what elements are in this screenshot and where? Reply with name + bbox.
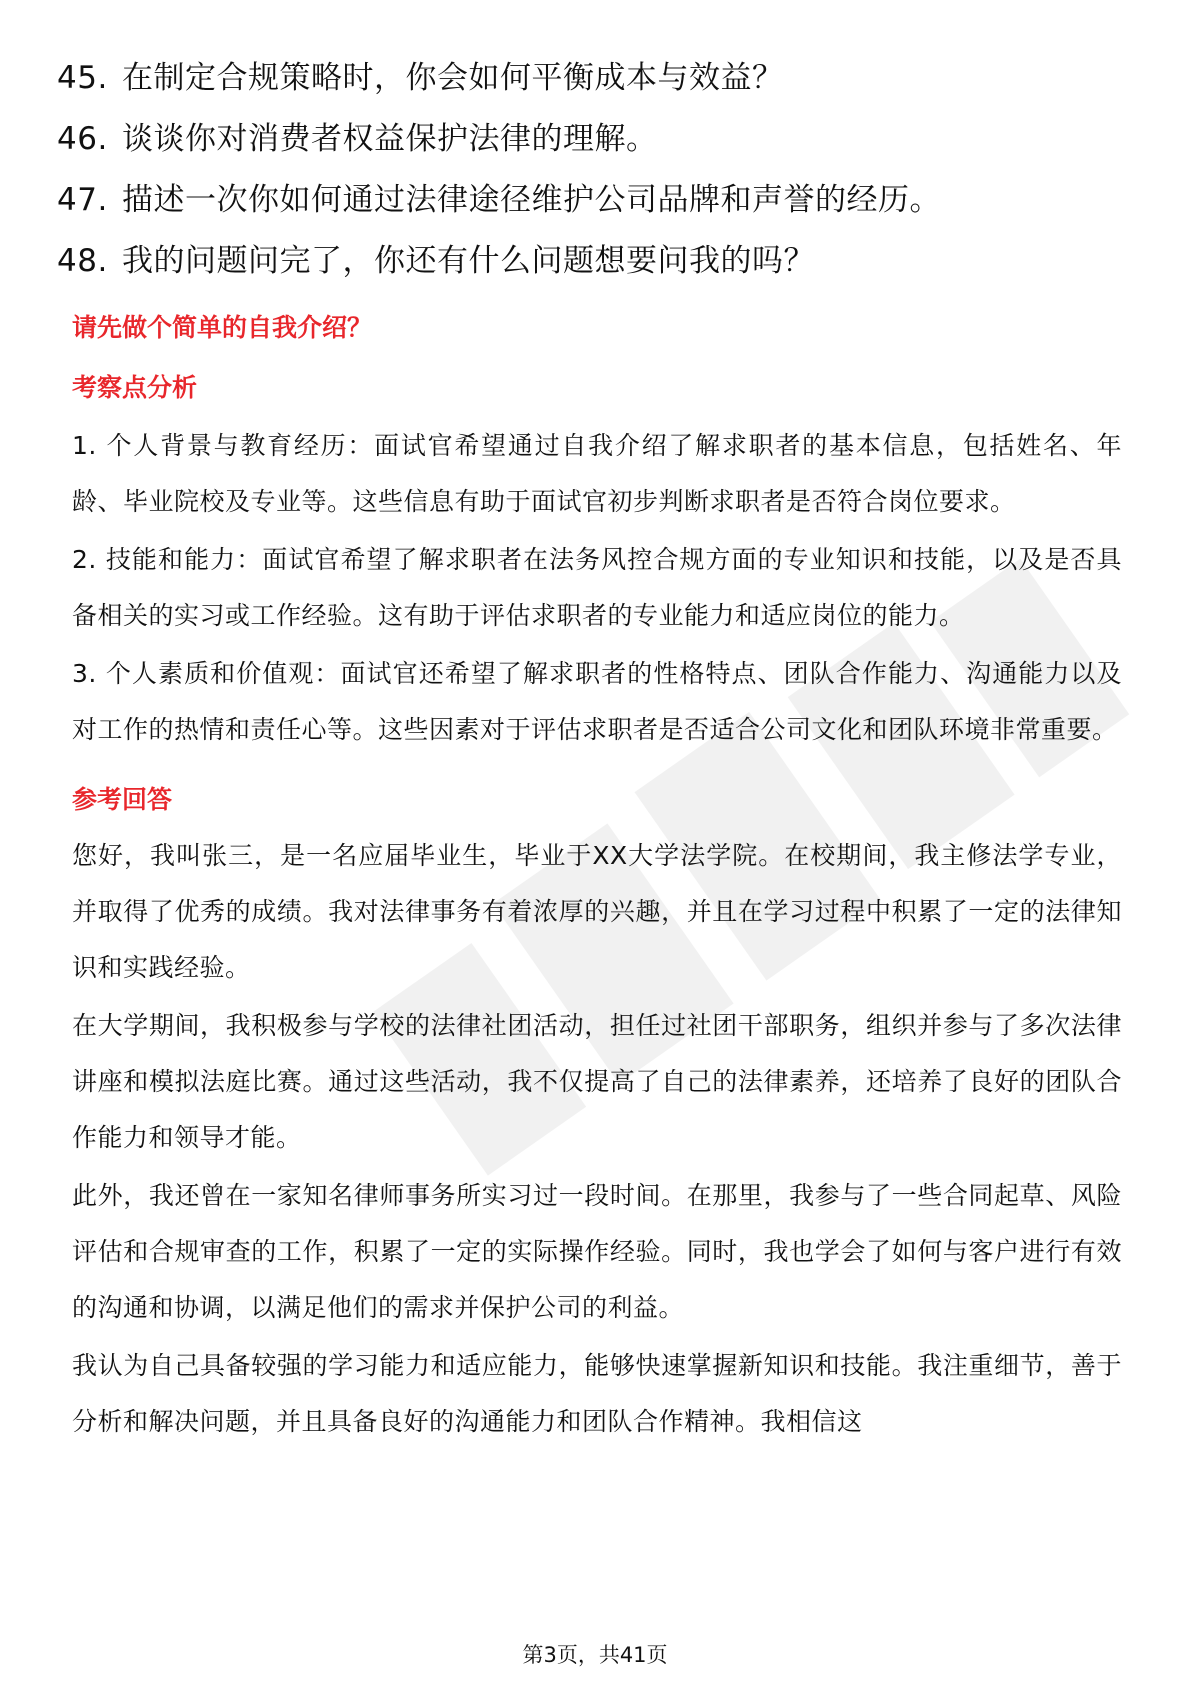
question-text: 谈谈你对消费者权益保护法律的理解。 bbox=[122, 121, 658, 157]
question-item bbox=[57, 109, 1137, 170]
question-number: 47. bbox=[57, 182, 108, 218]
question-item bbox=[57, 231, 1137, 292]
question-item bbox=[57, 170, 1137, 231]
analysis-item: 1. 个人背景与教育经历：面试官希望通过自我介绍了解求职者的基本信息，包括姓名、年龄、毕业院校及专业等。这些信息有助于面试官初步判断求职者是否符合岗位要求。 bbox=[72, 431, 1122, 516]
question-number: 48. bbox=[57, 243, 108, 279]
answer-paragraph: 我认为自己具备较强的学习能力和适应能力，能够快速掌握新知识和技能。我注重细节，善于分析和解决问题，并且具备良好的沟通能力和团队合作精神。我相信这 bbox=[72, 1351, 1122, 1436]
question-item bbox=[57, 48, 1137, 109]
analysis-item: 3. 个人素质和价值观：面试官还希望了解求职者的性格特点、团队合作能力、沟通能力以及对工作的热情和责任心等。这些因素对于评估求职者是否适合公司文化和团队环境非常重要。 bbox=[72, 659, 1122, 744]
question-text: 在制定合规策略时，你会如何平衡成本与效益？ bbox=[122, 60, 784, 96]
answer-paragraph: 在大学期间，我积极参与学校的法律社团活动，担任过社团干部职务，组织并参与了多次法律讲座和模拟法庭比赛。通过这些活动，我不仅提高了自己的法律素养，还培养了良好的团队合作能力和领导才能。 bbox=[72, 1011, 1122, 1152]
question-title: 请先做个简单的自我介绍？ bbox=[72, 313, 373, 342]
analysis-title: 考察点分析 bbox=[72, 373, 198, 402]
qa-section bbox=[72, 300, 1122, 1452]
page-number: 第3页，共41页 bbox=[522, 1643, 668, 1667]
answer-title: 参考回答 bbox=[72, 785, 173, 814]
analysis-item: 2. 技能和能力：面试官希望了解求职者在法务风控合规方面的专业知识和技能，以及是否具备相关的实习或工作经验。这有助于评估求职者的专业能力和适应岗位的能力。 bbox=[72, 545, 1122, 630]
question-number: 45. bbox=[57, 60, 108, 96]
question-list bbox=[57, 48, 1137, 292]
answer-paragraph: 此外，我还曾在一家知名律师事务所实习过一段时间。在那里，我参与了一些合同起草、风险评估和合规审查的工作，积累了一定的实际操作经验。同时，我也学会了如何与客户进行有效的沟通和协调，以满足他们的需求并保护公司的利益。 bbox=[72, 1181, 1122, 1322]
question-text: 我的问题问完了，你还有什么问题想要问我的吗？ bbox=[122, 243, 815, 279]
question-number: 46. bbox=[57, 121, 108, 157]
question-text: 描述一次你如何通过法律途径维护公司品牌和声誉的经历。 bbox=[122, 182, 941, 218]
answer-paragraph: 您好，我叫张三，是一名应届毕业生，毕业于XX大学法学院。在校期间，我主修法学专业，并取得了优秀的成绩。我对法律事务有着浓厚的兴趣，并且在学习过程中积累了一定的法律知识和实践经验。 bbox=[72, 841, 1122, 982]
